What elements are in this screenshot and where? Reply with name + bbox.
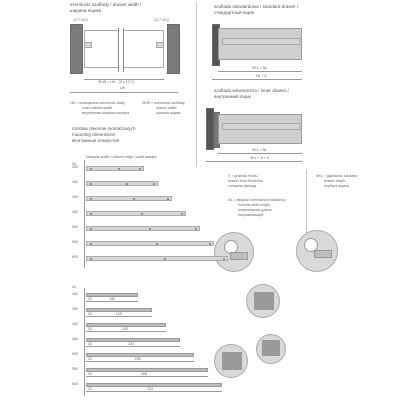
mounting-hole (195, 228, 197, 230)
cabinet-edge-label: krawędź szafki / cabinet edge / край шкафы (86, 155, 157, 159)
note-skl-3: глубина ящика (324, 184, 349, 188)
bottom-edge-line (84, 288, 85, 396)
bottom-dim-line (86, 391, 222, 392)
mounting-slide (86, 241, 214, 246)
note-skl-2: drawer depth (324, 179, 345, 183)
mounting-slide (86, 226, 200, 231)
cabinet-side-right (167, 24, 180, 74)
standard-drawer-title-2: стандартный ящик (214, 10, 254, 15)
mounting-hole (90, 198, 92, 200)
mounting-slide (86, 166, 144, 171)
bottom-dim-value: 160 (109, 297, 116, 301)
lw-dim-line (70, 92, 178, 93)
mounting-row-label: 600 (72, 255, 78, 259)
bottom-dim-value: 192 (122, 327, 128, 331)
legend-skw-2: drawer width (156, 106, 177, 110)
bottom-dim-value: 256 (134, 357, 141, 361)
bottom-nl-label: NL (72, 285, 77, 289)
mounting-row-label: 300 (72, 165, 78, 169)
drawer-width-title-2: ширина ящика (70, 8, 102, 13)
mounting-row-label: 350 (72, 180, 78, 184)
mounting-slide (86, 181, 158, 186)
inner-drawer-title-1: szuflada wewnętrzna / inner drawer / (214, 88, 289, 93)
inner-nl-label: SKL + 5 + X (250, 156, 270, 160)
bottom-dim-line (86, 376, 208, 377)
mounting-hole (118, 168, 120, 170)
bottom-row-label: 450 (72, 337, 78, 341)
mounting-hole (181, 213, 183, 215)
mounting-hole (90, 168, 92, 170)
detail-circle-1-bracket (230, 252, 248, 260)
inner-slide (222, 123, 300, 130)
bottom-dim-value: 224 (128, 342, 135, 346)
legend-lw-2: inner cabinet width (82, 106, 112, 110)
legend-lw-1: LW = wewnętrzna szerokość szafy (70, 101, 125, 105)
mounting-hole (126, 183, 128, 185)
std-slide (222, 38, 300, 45)
bottom-dim-value: 288 (140, 372, 147, 376)
inner-cabinet-side (206, 108, 214, 150)
mounting-hole (223, 258, 225, 260)
bottom-row-label: 350 (72, 307, 78, 311)
break-mark (118, 28, 124, 72)
detail-circle-3-part (254, 292, 274, 310)
mounting-slide (86, 211, 186, 216)
note-nl-3: номинальная длина (238, 208, 272, 212)
divider-vertical-top (196, 2, 197, 167)
skw-formula: SKW = LW - (2 x 12,7) (98, 80, 134, 84)
mounting-row-label: 550 (72, 240, 78, 244)
bottom-dim-value: 32 (88, 372, 92, 376)
std-nl-label: NL + 5 (256, 74, 267, 78)
mounting-hole (153, 183, 155, 185)
legend-skw-3: ширина ящика (156, 111, 181, 115)
mounting-slide (86, 256, 228, 261)
inner-drawer-title-2: внутренний ящик (214, 94, 251, 99)
bottom-row-label: 300 (72, 292, 78, 296)
inner-nl-line (206, 161, 302, 162)
drawer-outline (84, 30, 164, 68)
slide-right (156, 42, 164, 48)
mounting-hole (90, 213, 92, 215)
bottom-dim-value: 128 (115, 312, 122, 316)
inner-skl-label: SKL = NL (252, 148, 268, 152)
mounting-row-label: 450 (72, 210, 78, 214)
bottom-dim-value: 32 (88, 342, 92, 346)
std-skl-line (218, 71, 302, 72)
mounting-hole (164, 258, 166, 260)
legend-lw-3: внутренняя ширина корпуса (82, 111, 130, 115)
lw-label: LW (120, 86, 126, 90)
mounting-hole (90, 228, 92, 230)
note-x-2: drawer front thickness (228, 179, 264, 183)
mounting-hole (149, 228, 151, 230)
bottom-dim-value: 320 (147, 387, 154, 391)
bottom-slide (86, 368, 208, 372)
mounting-nl-label: NL (72, 162, 77, 166)
note-nl-1: NL = długość nominalna prowadnicy (228, 198, 286, 202)
standard-drawer-title-1: szuflada standardowa / standard drawer / (214, 4, 299, 9)
mounting-title-1: rozstaw otworów montażowych (72, 126, 136, 131)
detail-circle-5-part (262, 340, 280, 356)
bottom-dim-value: 32 (88, 312, 92, 316)
note-x-1: X = grubość frontu (228, 174, 258, 178)
dim-small-right: 12,7 ±0,2 (154, 18, 169, 22)
mounting-hole (90, 183, 92, 185)
std-skl-label: SKL = NL (252, 66, 268, 70)
mounting-slide (86, 196, 172, 201)
slide-left (84, 42, 92, 48)
note-nl-4: направляющей (238, 213, 264, 217)
cabinet-side-left (70, 24, 83, 74)
bottom-row-label: 500 (72, 352, 78, 356)
bottom-row-label: 550 (72, 367, 78, 371)
bottom-dim-value: 32 (88, 297, 92, 301)
note-x-3: толщина фасада (228, 184, 257, 188)
bottom-row-label: 600 (72, 382, 78, 386)
drawer-width-title-1: szerokość szuflady / drawer width / (70, 2, 142, 7)
dim-small-left: 12,7 ±0,2 (73, 18, 88, 22)
mounting-row-label: 500 (72, 225, 78, 229)
std-nl-line (212, 79, 302, 80)
bottom-dim-value: 32 (88, 387, 92, 391)
mounting-hole (209, 243, 211, 245)
detail-circle-4-part (222, 352, 242, 370)
bottom-dim-value: 32 (88, 327, 92, 331)
mounting-hole (139, 168, 141, 170)
bottom-slide (86, 383, 222, 387)
bottom-row-label: 400 (72, 322, 78, 326)
note-nl-2: nominal slide length (238, 203, 270, 207)
inner-skl-line (218, 153, 302, 154)
mounting-title-3: монтажные отверстия (72, 138, 120, 143)
mounting-hole (167, 198, 169, 200)
mounting-hole (90, 243, 92, 245)
legend-skw-1: SKW = szerokość szuflady (142, 101, 185, 105)
bottom-dim-value: 32 (88, 357, 92, 361)
note-skl-1: SKL = głębokość szuflady (316, 174, 358, 178)
detail-circle-2-bracket (314, 250, 332, 258)
cabinet-edge-line (84, 160, 85, 268)
mounting-hole (90, 258, 92, 260)
mounting-hole (141, 213, 143, 215)
mounting-row-label: 400 (72, 195, 78, 199)
mounting-title-2: mounting dimensions (72, 132, 116, 137)
